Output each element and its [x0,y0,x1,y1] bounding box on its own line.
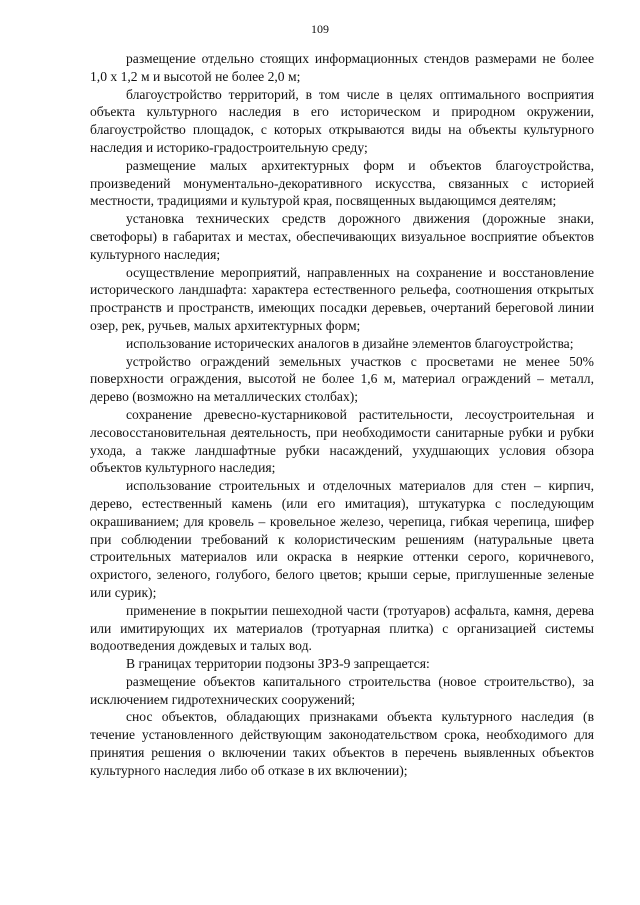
paragraph: сохранение древесно-кустарниковой растительности, лесоустроительная и лесовосстановительная деятельность, при необходимости санитарные рубки и рубки ухода, а также ландшафтные рубки насаждений, ухудшающих условия обзора объектов культурного наследия; [90,406,594,476]
paragraph: применение в покрытии пешеходной части (тротуаров) асфальта, камня, дерева или имитирующих их материалов (тротуарная плитка) с организацией системы водоотведения дождевых и талых вод. [90,602,594,654]
paragraph: снос объектов, обладающих признаками объекта культурного наследия (в течение установленного действующим законодательством срока, необходимого для принятия решения о включении таких объектов в перечень выявленных объектов культурного наследия либо об отказе в их включении); [90,709,594,778]
paragraph: использование строительных и отделочных материалов для стен – кирпич, дерево, естественный камень (или его имитация), штукатурка с последующим окрашиванием; для кровель – кровельное железо, черепица, гибкая черепица, шифер при соблюдении требований к колористическим решениям (натуральные цвета строительных материалов или окраска в неяркие оттенки серого, коричневого, охристого, зеленого, голубого, белого цветов; крыши серые, приглушенные зеленые или сурик); [90,478,594,600]
paragraph: установка технических средств дорожного движения (дорожные знаки, светофоры) в габаритах и местах, обеспечивающих визуальное восприятие объектов культурного наследия; [90,211,594,262]
section-heading: В границах территории подзоны ЗРЗ-9 запрещается: [126,656,430,672]
paragraph: размещение отдельно стоящих информационных стендов размерами не более 1,0 х 1,2 м и высотой не более 2,0 м; [90,51,594,84]
page-number: 109 [311,22,329,36]
document-body [90,50,594,780]
paragraph: устройство ограждений земельных участков с просветами не менее 50% поверхности ограждения, высотой не более 1,6 м, материал ограждений – металл, дерево (возможно на металлических столбах); [90,353,594,405]
paragraph: благоустройство территорий, в том числе в целях оптимального восприятия объекта культурного наследия в его историческом и природном окружении, благоустройство площадок, с которых открываются виды на объекты культурного наследия и историко-градостроительную среду; [90,86,594,155]
paragraph: осуществление мероприятий, направленных на сохранение и восстановление исторического ландшафта: характера естественного рельефа, соотношения открытых пространств и пространств, имеющих посадки деревьев, очертаний береговой линии озер, рек, ручьев, малых архитектурных форм; [90,264,594,333]
paragraph: размещение малых архитектурных форм и объектов благоустройства, произведений монументально-декоративного искусства, связанных с историей местности, традициями и культурой края, посвященных выдающимся деятелям; [90,157,594,209]
paragraph: использование исторических аналогов в дизайне элементов благоустройства; [126,335,574,351]
paragraph: размещение объектов капитального строительства (новое строительство), за исключением гидротехнических сооружений; [90,673,594,707]
